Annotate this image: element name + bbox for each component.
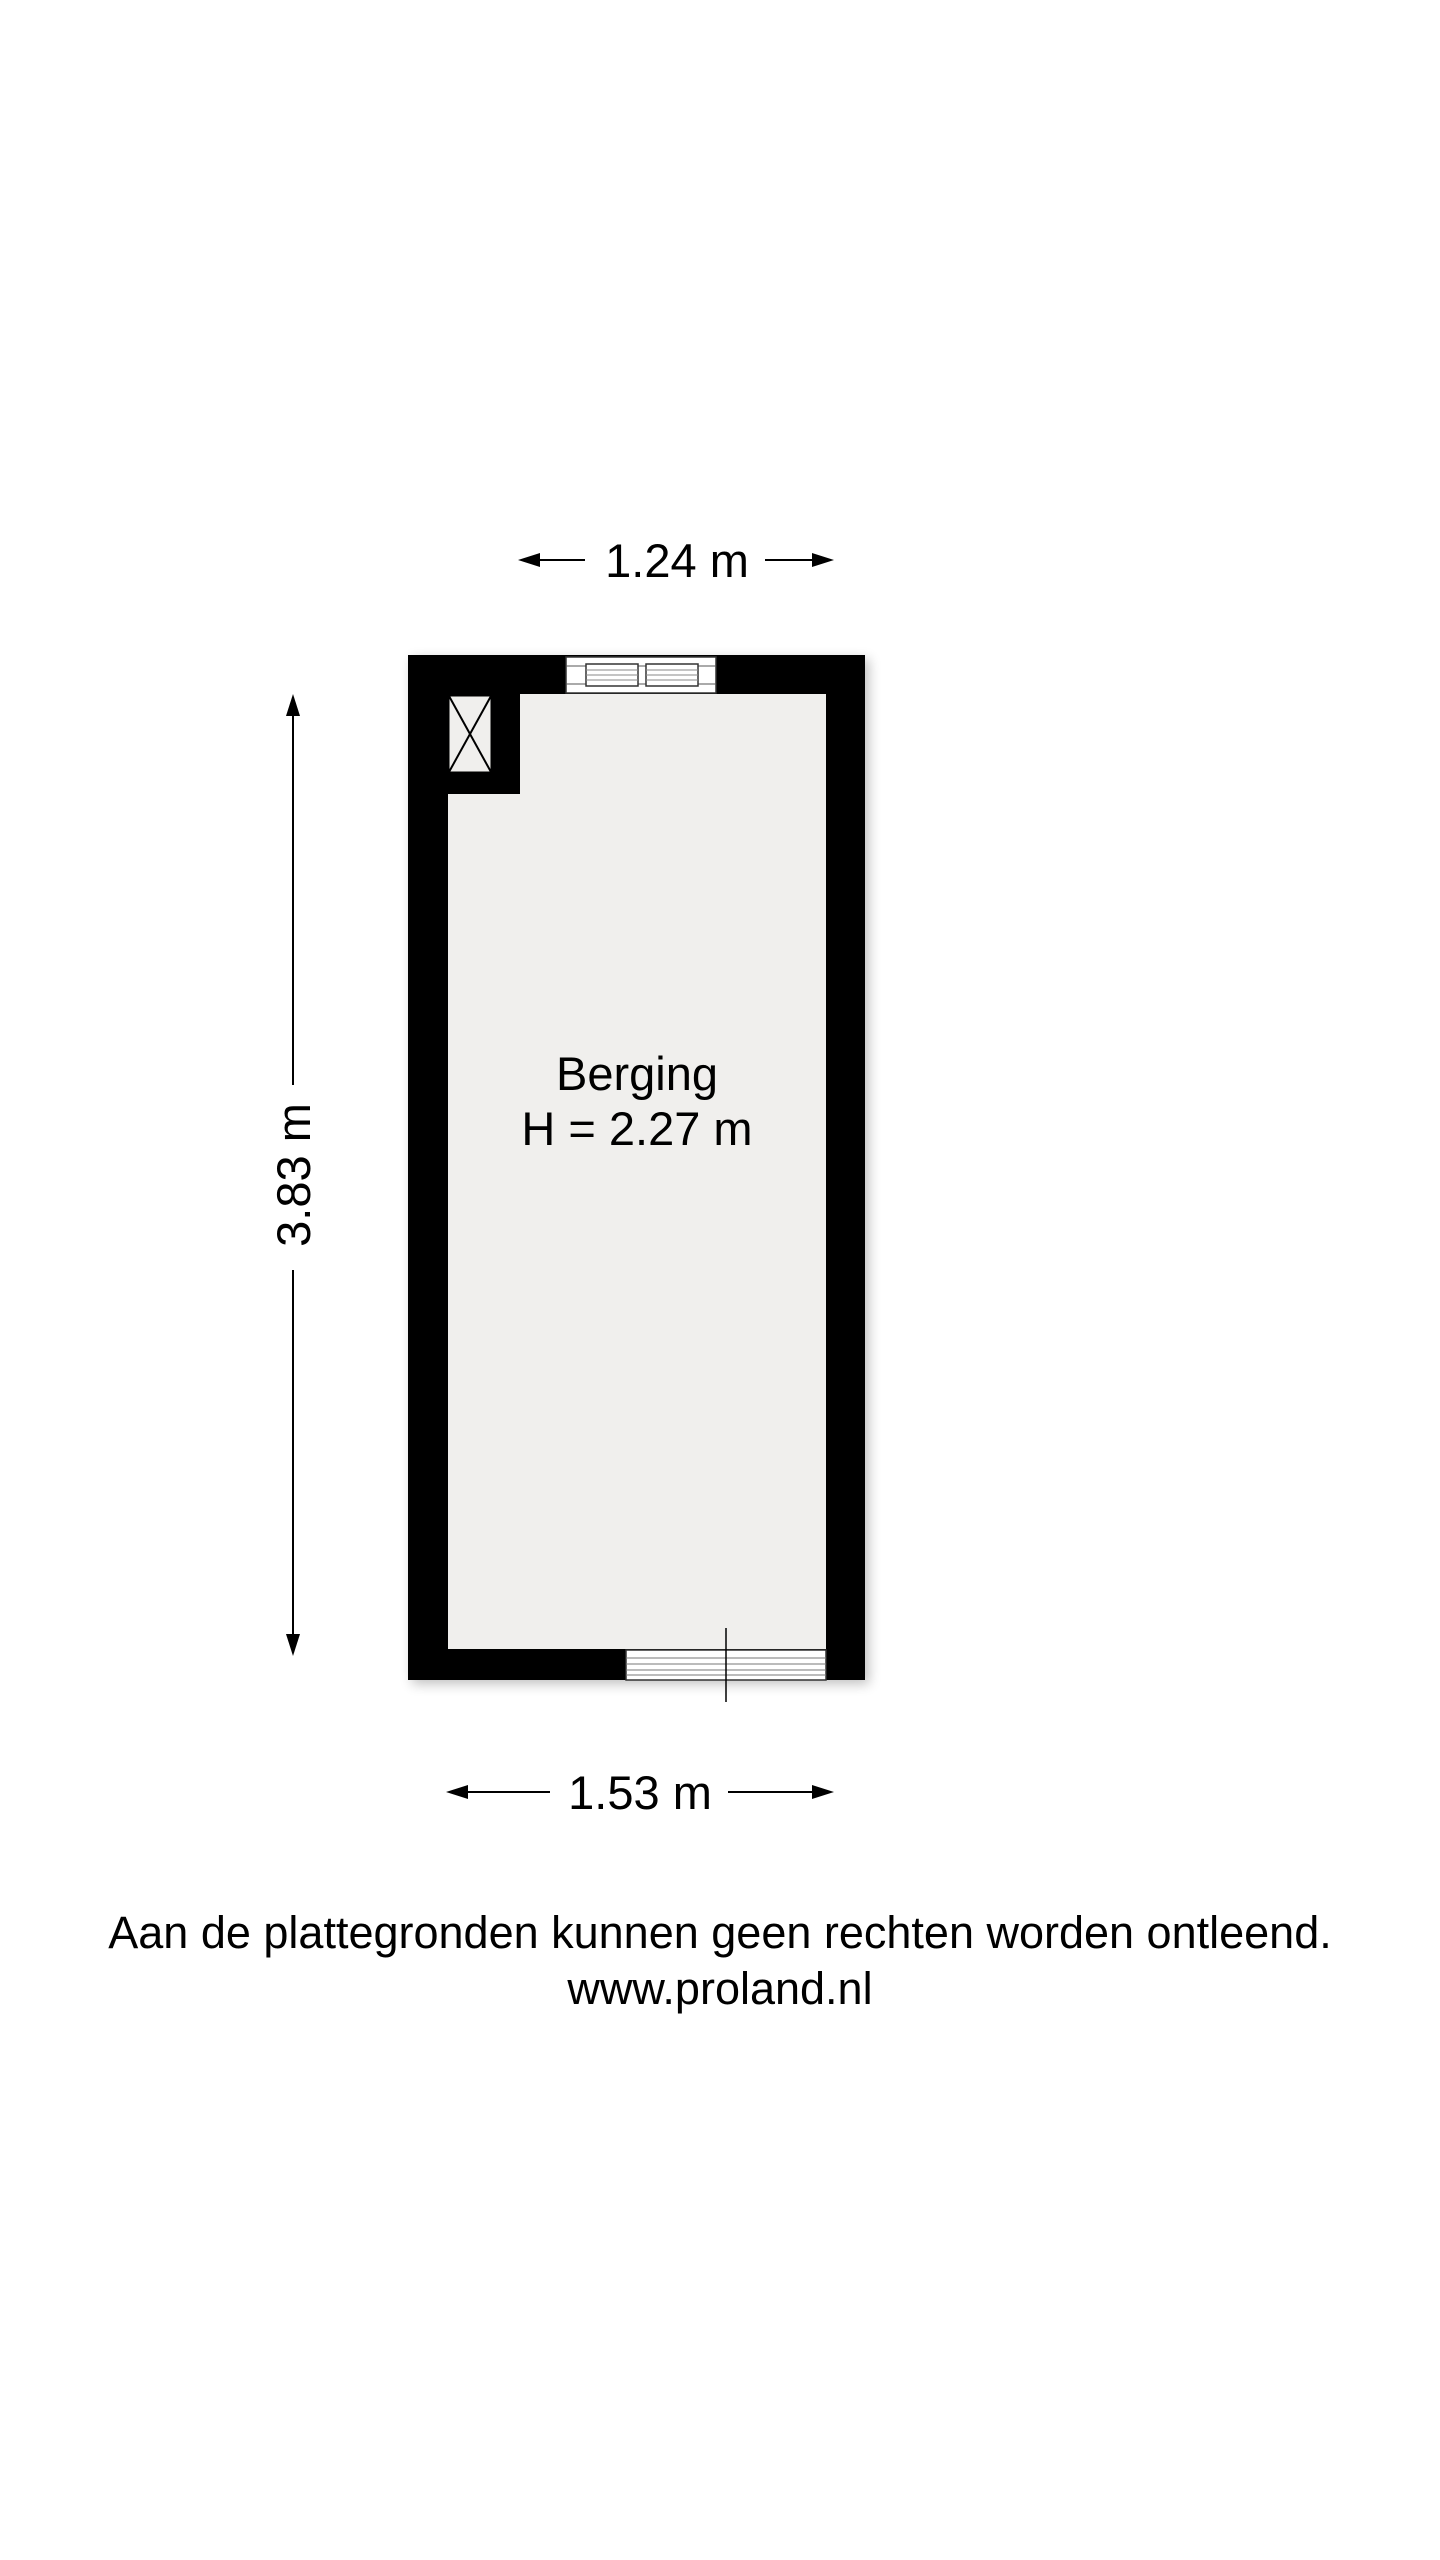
website-text: www.proland.nl [567, 1963, 873, 2014]
top-dimension [518, 534, 834, 587]
left-height-label: 3.83 m [267, 1103, 320, 1247]
bottom-dimension [446, 1766, 834, 1819]
left-dimension [267, 694, 320, 1656]
top-window [566, 657, 716, 693]
room-floor [448, 694, 826, 1649]
room-name: Berging [556, 1047, 718, 1100]
top-width-label: 1.24 m [605, 534, 749, 587]
room-height: H = 2.27 m [521, 1102, 753, 1155]
disclaimer-text: Aan de plattegronden kunnen geen rechten worden ontleend. [108, 1907, 1332, 1958]
bottom-width-label: 1.53 m [568, 1766, 712, 1819]
shaft-block [448, 694, 520, 794]
